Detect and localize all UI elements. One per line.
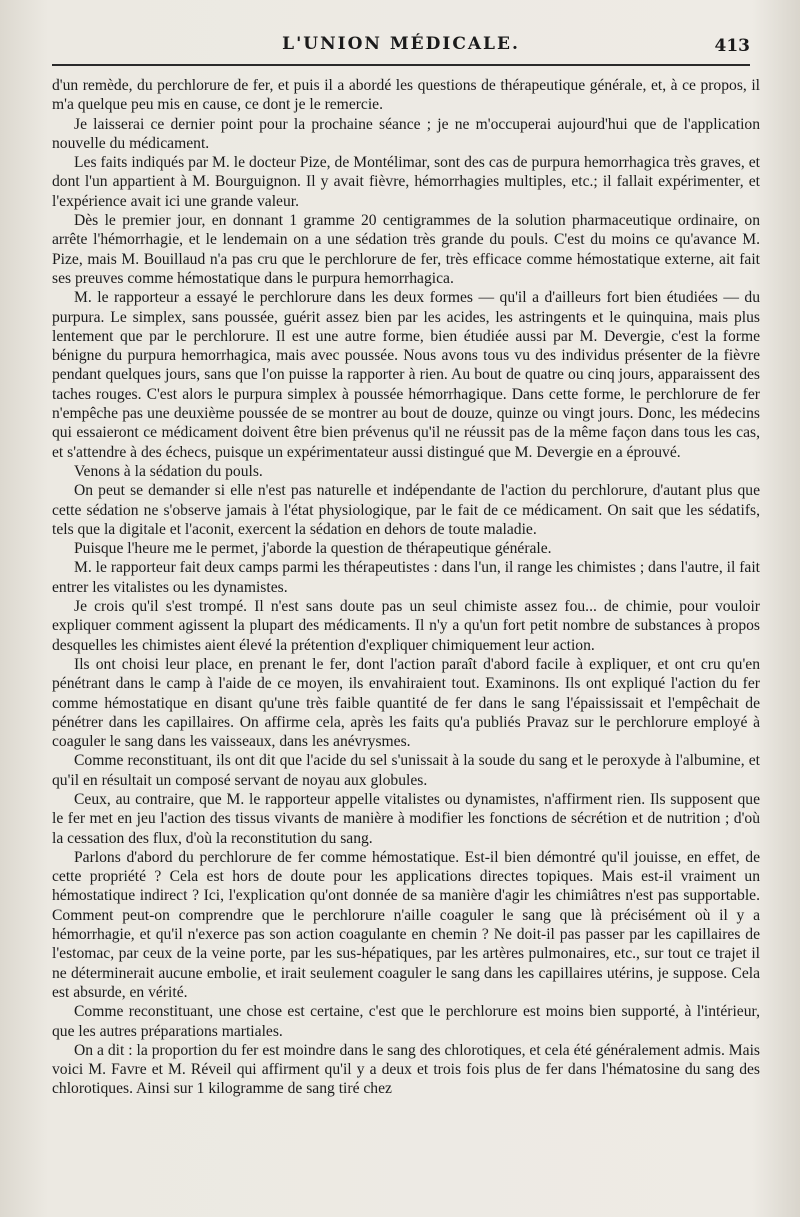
page-number: 413 (714, 36, 750, 56)
paragraph: On peut se demander si elle n'est pas naturelle et indépendante de l'action du perchlorure, d'autant plus que cette sédation ne s'observe jamais à l'état physiologique, par le fait de ce médicament. On sait que les sédatifs, tels que la digitale et l'aconit, exercent la sédation en dehors de toute maladie. (52, 482, 760, 538)
paragraph: d'un remède, du perchlorure de fer, et puis il a abordé les questions de thérapeutique générale, et, à ce propos, il m'a quelque peu mis en cause, ce dont je le remercie. (52, 77, 760, 114)
article-body (52, 76, 760, 1099)
paragraph: Comme reconstituant, une chose est certaine, c'est que le perchlorure est moins bien supporté, à l'intérieur, que les autres préparations martiales. (52, 1003, 760, 1040)
paragraph: M. le rapporteur fait deux camps parmi les thérapeutistes : dans l'un, il range les chimistes ; dans l'autre, il fait entrer les vitalistes ou les dynamistes. (52, 559, 760, 596)
paragraph: Ceux, au contraire, que M. le rapporteur appelle vitalistes ou dynamistes, n'affirment rien. Ils supposent que le fer met en jeu l'action des tissus vivants de manière à modifier les fonctions de sécrétion et de nutrition ; d'où la cessation des flux, d'où la reconstitution du sang. (52, 790, 760, 847)
paragraph: Je crois qu'il s'est trompé. Il n'est sans doute pas un seul chimiste assez fou... de chimie, pour vouloir expliquer comment agissent la plupart des médicaments. Il n'y a qu'un fort petit nombre de substances à propos desquelles les chimistes aient élevé la prétention d'expliquer chimiquement leur action. (52, 598, 760, 654)
paragraph: M. le rapporteur a essayé le perchlorure dans les deux formes — qu'il a d'ailleurs fort bien étudiées — du purpura. Le simplex, sans poussée, guérit assez bien par les acides, les astringents et le quinquina, mais plus lentement que par le perchlorure. Il est une autre forme, bien étudiée aussi par M. Devergie, c'est la forme bénigne du purpura hemorrhagica, mais avec poussée. Nous avons tous vu des individus présenter de la fièvre pendant quelques jours, sans que l'on puisse la rapporter à rien. Au bout de quatre ou cinq jours, apparaissent des taches rouges. C'est alors le purpura simplex à poussée hémorrhagique. Dans cette forme, le perchlorure de fer n'empêche pas une deuxième poussée de se montrer au bout de douze, quinze ou vingt jours. Donc, les médecins qui essaieront ce médicament doivent être bien prévenus qu'il ne réussit pas de la même façon dans tous les cas, et s'attendre à des échecs, puisque un expérimentateur aussi distingué que M. Devergie en a éprouvé. (52, 289, 760, 461)
paragraph: Venons à la sédation du pouls. (74, 462, 263, 480)
paragraph: Puisque l'heure me le permet, j'aborde la question de thérapeutique générale. (74, 540, 552, 558)
paragraph: Parlons d'abord du perchlorure de fer comme hémostatique. Est-il bien démontré qu'il jouisse, en effet, de cette propriété ? Cela est hors de doute pour les applications directes topiques. Mais est-il vraiment un hémostatique indirect ? Ici, l'explication qu'ont donnée de sa manière d'agir les chimiâtres n'est pas supportable. Comment peut-on comprendre que le perchlorure n'aille coaguler le sang que là précisément où il y a hémorrhagie, et qu'il n'exerce pas son action coagulante en chemin ? Ne doit-il pas passer par les capillaires de l'estomac, par ceux de la veine porte, par les sus-hépatiques, par les artères pulmonaires, etc., sur tout ce trajet il ne déterminerait aucune embolie, et irait seulement coaguler le sang dans les capillaires utérins, je suppose. Cela est absurde, en vérité. (52, 848, 760, 1001)
running-title: L'UNION MÉDICALE. (282, 34, 520, 54)
paragraph: Je laisserai ce dernier point pour la prochaine séance ; je ne m'occuperai aujourd'hui que de l'application nouvelle du médicament. (52, 115, 760, 152)
paragraph: Les faits indiqués par M. le docteur Pize, de Montélimar, sont des cas de purpura hemorrhagica très graves, et dont l'un appartient à M. Bourguignon. Il y avait fièvre, hémorrhagies multiples, etc.; il fallait expérimenter, et l'expérience avait ici une grande valeur. (52, 154, 760, 210)
paragraph: Comme reconstituant, ils ont dit que l'acide du sel s'unissait à la soude du sang et le peroxyde à l'albumine, et qu'il en résultait un composé servant de noyau aux globules. (52, 752, 760, 789)
paragraph: On a dit : la proportion du fer est moindre dans le sang des chlorotiques, et cela été généralement admis. Mais voici M. Favre et M. Réveil qui affirment qu'il y a deux et trois fois plus de fer dans l'hématosine du sang des chlorotiques. Ainsi sur 1 kilogramme de sang tiré chez (52, 1041, 760, 1098)
paragraph: Dès le premier jour, en donnant 1 gramme 20 centigrammes de la solution pharmaceutique ordinaire, on arrête l'hémorrhagie, et le lendemain on a une sédation très grande du pouls. C'est du moins ce qu'avance M. Pize, mais M. Bouillaud n'a pas cru que le perchlorure de fer, très efficace comme hémostatique externe, ait fait ses preuves comme hémostatique dans le purpura hemorrhagica. (52, 212, 760, 287)
page-header (52, 30, 750, 66)
paragraph: Ils ont choisi leur place, en prenant le fer, dont l'action paraît d'abord facile à expliquer, et ont cru qu'en pénétrant dans le camp à l'aide de ce moyen, ils envahiraient tout. Examinons. Ils ont expliqué l'action du fer comme hémostatique en disant qu'une très faible quantité de fer dans le sang l'épaississait et l'empêchait de pénétrer dans les capillaires. On affirme cela, après les faits qu'a publiés Pravaz sur le perchlorure employé à coaguler le sang dans les vaisseaux, dans les anévrysmes. (52, 655, 760, 751)
